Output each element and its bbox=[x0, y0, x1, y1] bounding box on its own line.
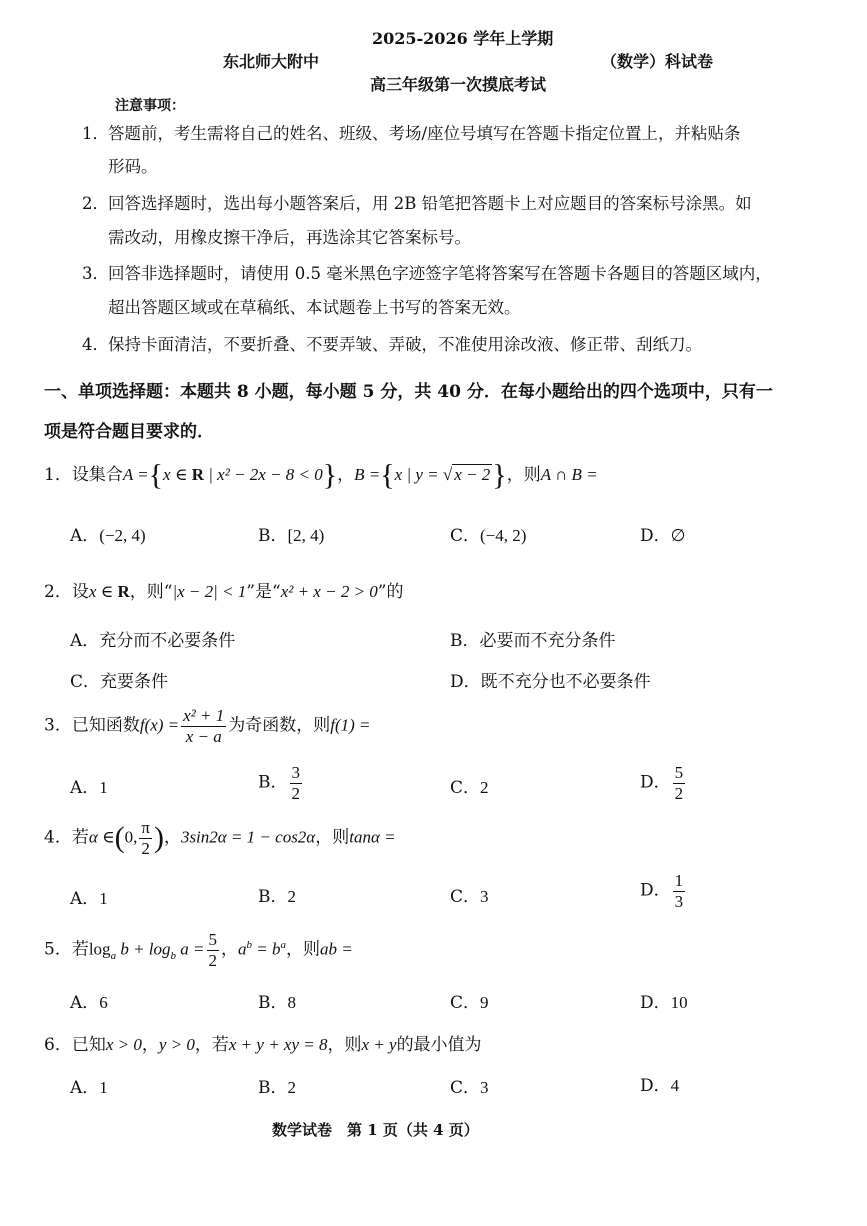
q2-option-a bbox=[70, 626, 235, 651]
q3-option-b bbox=[258, 763, 304, 803]
q3-function: f(x) = bbox=[139, 715, 180, 735]
q4-zero: 0, bbox=[124, 827, 138, 847]
q3-option-c bbox=[450, 773, 489, 798]
option-text: 充要条件 bbox=[100, 672, 169, 692]
q5-pow-base: a bbox=[238, 939, 247, 959]
q4-num: 4． bbox=[44, 827, 72, 848]
option-text: 既不充分也不必要条件 bbox=[480, 672, 651, 692]
option-denominator: 2 bbox=[291, 783, 300, 803]
q4-option-d bbox=[640, 871, 687, 911]
q2-option-d bbox=[450, 667, 651, 692]
q2-text2: ，则“ bbox=[129, 582, 173, 602]
option-denominator: 3 bbox=[674, 891, 684, 911]
q4-option-a bbox=[70, 884, 108, 909]
q4-option-c bbox=[450, 882, 489, 907]
q5-option-b bbox=[258, 988, 296, 1013]
option-text: 10 bbox=[670, 993, 688, 1012]
option-text: 9 bbox=[480, 993, 489, 1012]
option-label: C． bbox=[450, 526, 481, 546]
q6-cond-2: y > 0 bbox=[158, 1035, 195, 1054]
option-text: 必要而不充分条件 bbox=[479, 631, 616, 651]
q5-base-a: a bbox=[110, 949, 117, 962]
q5-pow-exp-b: b bbox=[246, 938, 252, 951]
option-text: 8 bbox=[287, 993, 296, 1012]
q2-cond-2: x² + x − 2 > 0 bbox=[280, 582, 378, 601]
q2-real-symbol: R bbox=[117, 582, 130, 601]
note-4-num: 4． bbox=[82, 335, 109, 354]
q5-option-c bbox=[450, 988, 489, 1013]
q6-cond-1: x > 0 bbox=[105, 1035, 142, 1054]
note-2-num: 2． bbox=[82, 194, 109, 213]
q3-text2: 为奇函数，则 bbox=[228, 715, 331, 736]
option-text: 1 bbox=[99, 1078, 108, 1097]
option-label: B． bbox=[258, 993, 288, 1013]
q5-ab: ab = bbox=[319, 939, 353, 959]
q1-num: 1． bbox=[44, 465, 72, 485]
q4-tan: tanα = bbox=[349, 827, 396, 847]
q5-text2: ，则 bbox=[285, 939, 320, 960]
q1-text: 设集合 bbox=[71, 465, 123, 485]
q2-text4: ”的 bbox=[377, 582, 404, 602]
option-label: A． bbox=[70, 778, 100, 798]
q1-setA-var: x ∈ bbox=[163, 465, 192, 484]
option-text: 4 bbox=[670, 1076, 680, 1095]
q4-alpha: α ∈ bbox=[88, 827, 115, 847]
option-label: D． bbox=[640, 772, 671, 793]
q1-setB-var: x | y = bbox=[394, 465, 443, 484]
q2-var: x ∈ bbox=[88, 582, 118, 601]
option-numerator: 1 bbox=[674, 871, 684, 890]
section-1-heading: 一、单项选择题：本题共 8 小题，每小题 5 分，共 40 分．在每小题给出的四个选项中，只有一 bbox=[44, 382, 773, 402]
q4-paren-left: ( bbox=[114, 821, 125, 855]
subject-title: （数学）科试卷 bbox=[601, 52, 714, 71]
option-numerator: 5 bbox=[674, 763, 684, 782]
option-text: 2 bbox=[480, 778, 489, 797]
q5-num: 5． bbox=[44, 939, 72, 960]
note-3-num: 3． bbox=[82, 264, 109, 283]
q4-sep: ， bbox=[163, 827, 181, 848]
option-label: A． bbox=[70, 526, 100, 546]
question-5 bbox=[44, 930, 353, 970]
option-text: 1 bbox=[99, 889, 108, 908]
option-label: A． bbox=[70, 631, 100, 651]
q3-text: 已知函数 bbox=[71, 715, 140, 736]
q1-option-b bbox=[258, 521, 324, 546]
q5-b-plus-log: b + log bbox=[116, 939, 171, 959]
q6-text: 已知 bbox=[71, 1035, 106, 1055]
q3-option-a bbox=[70, 773, 108, 798]
option-label: D． bbox=[640, 1076, 671, 1096]
option-text: 1 bbox=[99, 778, 108, 797]
note-3-line1: 回答非选择题时，请使用 0.5 毫米黑色字迹签字笔将答案写在答题卡各题目的答题区域内， bbox=[108, 264, 772, 283]
option-label: C． bbox=[450, 993, 481, 1013]
q5-text: 若 bbox=[71, 939, 89, 960]
option-label: B． bbox=[258, 887, 288, 907]
option-label: C． bbox=[450, 1078, 481, 1098]
option-text: 3 bbox=[480, 1078, 489, 1097]
q5-base-b: b bbox=[170, 949, 177, 962]
q3-numerator: x² + 1 bbox=[183, 706, 225, 725]
option-label: A． bbox=[70, 889, 100, 909]
option-label: C． bbox=[450, 778, 481, 798]
q4-equation: 3sin2α = 1 − cos2α bbox=[180, 827, 316, 847]
option-text: (−2, 4) bbox=[99, 526, 146, 545]
option-label: A． bbox=[70, 1078, 100, 1098]
q5-option-d bbox=[640, 988, 688, 1013]
q5-eq-b: = b bbox=[252, 939, 281, 959]
option-label: C． bbox=[450, 887, 481, 907]
q6-option-c bbox=[450, 1073, 489, 1098]
option-denominator: 2 bbox=[674, 783, 684, 803]
q3-denominator: x − a bbox=[185, 726, 222, 746]
option-label: B． bbox=[258, 1078, 288, 1098]
q5-option-a bbox=[70, 988, 108, 1013]
option-text: 6 bbox=[99, 993, 108, 1012]
exam-title: 高三年级第一次摸底考试 bbox=[370, 75, 547, 94]
page-footer: 数学试卷 第 1 页（共 4 页） bbox=[272, 1121, 479, 1139]
q4-option-b bbox=[258, 882, 296, 907]
section-1-heading-cont: 项是符合题目要求的． bbox=[44, 422, 214, 442]
question-3 bbox=[44, 706, 371, 746]
q1-setB-label: B = bbox=[354, 465, 381, 484]
option-label: D． bbox=[640, 993, 671, 1013]
note-2-line1: 回答选择题时，选出每小题答案后，用 2B 铅笔把答题卡上对应题目的答案标号涂黑。如 bbox=[108, 194, 752, 213]
q4-text: 若 bbox=[71, 827, 89, 848]
q6-cond-3: x + y + xy = 8 bbox=[228, 1035, 328, 1054]
option-label: D． bbox=[640, 880, 671, 901]
note-1-line1: 答题前，考生需将自己的姓名、班级、考场/座位号填写在答题卡指定位置上，并粘贴条 bbox=[108, 124, 741, 143]
q4-paren-right: ) bbox=[153, 821, 164, 855]
option-label: A． bbox=[70, 993, 100, 1013]
q1-expr: A ∩ B = bbox=[540, 465, 598, 484]
q1-option-d bbox=[640, 521, 685, 546]
q6-sep: ， bbox=[141, 1035, 159, 1055]
q6-text3: ，则 bbox=[327, 1035, 362, 1055]
q4-two: 2 bbox=[141, 838, 150, 858]
q3-option-d bbox=[640, 763, 687, 803]
option-label: B． bbox=[258, 526, 288, 546]
q6-num: 6． bbox=[44, 1035, 72, 1055]
q1-text2: ，则 bbox=[506, 465, 541, 485]
option-text: 3 bbox=[480, 887, 489, 906]
q2-cond-1: |x − 2| < 1 bbox=[172, 582, 247, 601]
option-numerator: 3 bbox=[291, 763, 300, 782]
q5-frac-num: 5 bbox=[208, 930, 217, 949]
note-1-line2: 形码。 bbox=[108, 157, 158, 176]
note-1-num: 1． bbox=[82, 124, 109, 143]
question-6 bbox=[44, 1030, 482, 1055]
option-text: 2 bbox=[287, 1078, 296, 1097]
q6-option-b bbox=[258, 1073, 296, 1098]
term-title: 2025-2026 学年上学期 bbox=[372, 29, 554, 48]
q6-text2: ，若 bbox=[194, 1035, 229, 1055]
q3-num: 3． bbox=[44, 715, 72, 736]
q1-setA-cond: | x² − 2x − 8 < 0 bbox=[203, 465, 323, 484]
option-label: B． bbox=[450, 631, 480, 651]
q5-a-eq: a = bbox=[176, 939, 205, 959]
option-text: (−4, 2) bbox=[480, 526, 527, 545]
q5-log: log bbox=[88, 939, 111, 959]
option-text: [2, 4) bbox=[287, 526, 325, 545]
note-4-line1: 保持卡面清洁，不要折叠、不要弄皱、弄破，不准使用涂改液、修正带、刮纸刀。 bbox=[108, 335, 702, 354]
q1-setB-radicand: x − 2 bbox=[454, 465, 491, 484]
q2-text3: ”是“ bbox=[246, 582, 281, 602]
q1-sep: ， bbox=[337, 465, 355, 485]
question-2 bbox=[44, 577, 404, 602]
question-4 bbox=[44, 818, 396, 858]
question-1: 1．设集合A ={x ∈ R | x² − 2x − 8 < 0}，B ={x | y = √ x − 2}，则A ∩ B = bbox=[44, 458, 598, 492]
q5-pow-exp-a: a bbox=[280, 938, 286, 951]
q5-sep: ， bbox=[221, 939, 238, 960]
q2-option-c bbox=[70, 667, 168, 692]
q3-fraction bbox=[181, 706, 226, 746]
q6-text4: 的最小值为 bbox=[396, 1035, 482, 1055]
q2-num: 2． bbox=[44, 582, 72, 602]
q1-option-c bbox=[450, 521, 526, 546]
q6-expr: x + y bbox=[361, 1035, 397, 1054]
q2-text: 设 bbox=[71, 582, 89, 602]
q1-real-symbol: R bbox=[191, 465, 204, 484]
school-name: 东北师大附中 bbox=[223, 52, 320, 71]
q2-option-b bbox=[450, 626, 616, 651]
option-label: C． bbox=[70, 672, 101, 692]
q1-setA-label: A = bbox=[122, 465, 149, 484]
q6-option-d bbox=[640, 1071, 679, 1096]
option-label: D． bbox=[450, 672, 481, 692]
q1-option-a bbox=[70, 521, 146, 546]
q6-option-a bbox=[70, 1073, 108, 1098]
option-label: B． bbox=[258, 772, 288, 793]
option-text: 充分而不必要条件 bbox=[99, 631, 236, 651]
option-text: ∅ bbox=[670, 526, 686, 545]
note-3-line2: 超出答题区域或在草稿纸、本试题卷上书写的答案无效。 bbox=[108, 298, 521, 317]
notes-title: 注意事项： bbox=[115, 98, 185, 114]
option-text: 2 bbox=[287, 887, 296, 906]
q5-frac-den: 2 bbox=[208, 950, 217, 970]
q4-pi: π bbox=[141, 818, 150, 837]
q3-f1: f(1) = bbox=[330, 715, 371, 735]
q4-text2: ，则 bbox=[315, 827, 350, 848]
note-2-line2: 需改动，用橡皮擦干净后，再选涂其它答案标号。 bbox=[108, 228, 471, 247]
option-label: D． bbox=[640, 526, 671, 546]
